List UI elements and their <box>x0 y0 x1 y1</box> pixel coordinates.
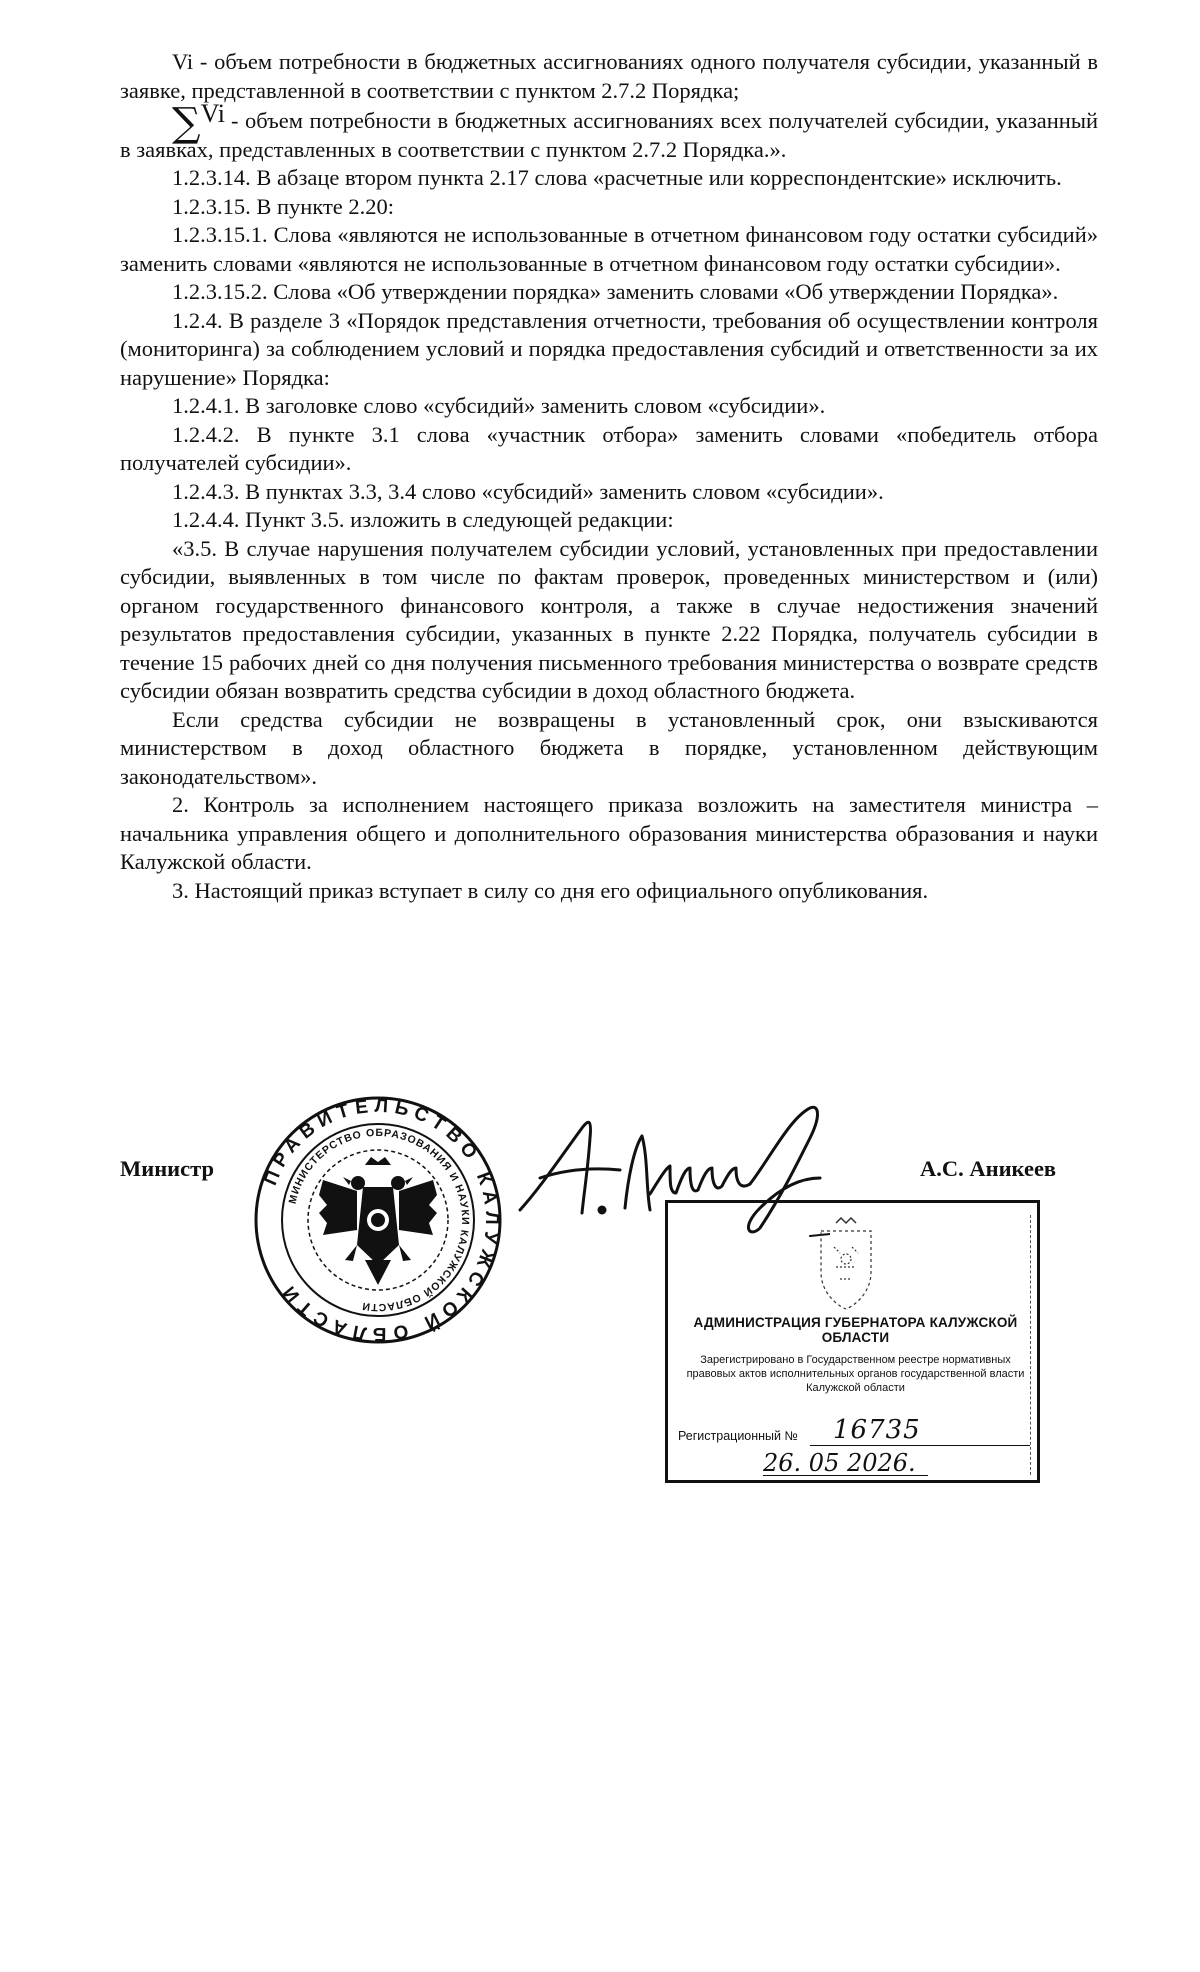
paragraph-1-2-4: 1.2.4. В разделе 3 «Порядок представления отчетности, требования об осуществлении контроля (мониторинга) за соблюдением условий и порядка предоставления субсидий и ответственности за их нарушение» Порядка: <box>120 307 1098 390</box>
seal-inner-text: МИНИСТЕРСТВО ОБРАЗОВАНИЯ И НАУКИ КАЛУЖСКОЙ ОБЛАСТИ <box>286 1126 472 1314</box>
paragraph-1-2-3-14: 1.2.3.14. В абзаце втором пункта 2.17 слова «расчетные или корреспондентские» исключить. <box>172 165 1062 190</box>
paragraph-1-2-3-15: 1.2.3.15. В пункте 2.20: <box>172 193 395 219</box>
official-seal <box>253 1095 503 1345</box>
sum-symbol: ∑ <box>172 100 201 146</box>
paragraph-1-2-4-3: 1.2.4.3. В пунктах 3.3, 3.4 слово «субсидий» заменить словом «субсидии». <box>172 478 884 504</box>
paragraph-1-2-3-15-2: 1.2.3.15.2. Слова «Об утверждении порядка» заменить словами «Об утверждении Порядка». <box>172 279 1059 304</box>
double-headed-eagle-icon <box>319 1157 437 1285</box>
registration-number: 16735 <box>833 1415 921 1445</box>
registration-date-underline <box>763 1475 928 1476</box>
stamp-edge-marks <box>1030 1215 1031 1475</box>
stamp-description: Зарегистрировано в Государственном реестре нормативных правовых актов исполнительных органов государственной власти Калужской области <box>686 1354 1025 1394</box>
stamp-title: АДМИНИСТРАЦИЯ ГУБЕРНАТОРА КАЛУЖСКОЙ ОБЛАСТИ <box>693 1315 1018 1345</box>
registration-date: 26. 05 2026. <box>763 1449 916 1477</box>
paragraph-3-5: «3.5. В случае нарушения получателем субсидии условий, установленных при предоставлении субсидии, выявленных в том числе по фактам проверок, проведенных министерством и (или) органом государственного финансового контроля, а также в случае недостижения значений результатов предоставления субсидии, указанных в пункте 2.22 Порядка, получатель субсидии в течение 15 рабочих дней со дня получения письменного требования министерства о возврате средств субсидии обязан возвратить средства субсидии в доход областного бюджета. <box>120 535 1098 703</box>
sum-variable: Vi <box>200 99 226 128</box>
document-body <box>120 48 1098 905</box>
paragraph-effective: 3. Настоящий приказ вступает в силу со дня его официального опубликования. <box>172 877 929 903</box>
paragraph-1-2-4-1: 1.2.4.1. В заголовке слово «субсидий» заменить словом «субсидии». <box>172 393 826 418</box>
paragraph-vi-definition: Vi - объем потребности в бюджетных ассигнованиях одного получателя субсидии, указанный в заявке, представленной в соответствии с пунктом 2.7.2 Порядка; <box>120 49 1098 103</box>
registration-number-underline <box>810 1445 1030 1446</box>
sum-description: - объем потребности в бюджетных ассигнованиях всех получателей субсидии, указанный в заявках, представленных в соответствии с пунктом 2.7.2 Порядка.». <box>120 108 1098 162</box>
registration-stamp <box>665 1200 1040 1483</box>
coat-of-arms-icon <box>806 1217 886 1312</box>
signatory-title: Министр <box>120 1156 214 1181</box>
signatory-name: А.С. Аникеев <box>920 1156 1057 1181</box>
paragraph-1-2-4-4: 1.2.4.4. Пункт 3.5. изложить в следующей редакции: <box>172 507 674 532</box>
paragraph-1-2-4-2: 1.2.4.2. В пункте 3.1 слова «участник отбора» заменить словами «победитель отбора получателей субсидии». <box>120 421 1098 475</box>
paragraph-sum-vi-definition <box>120 99 1098 164</box>
registration-number-label: Регистрационный № <box>678 1429 798 1443</box>
seal-outer-text: ПРАВИТЕЛЬСТВО КАЛУЖСКОЙ ОБЛАСТИ <box>260 1095 503 1345</box>
paragraph-1-2-3-15-1: 1.2.3.15.1. Слова «являются не использованные в отчетном финансовом году остатки субсидий» заменить словами «являются не использованные в отчетном финансовом году остатки субсидии». <box>120 222 1098 276</box>
paragraph-control: 2. Контроль за исполнением настоящего приказа возложить на заместителя министра – начальника управления общего и дополнительного образования министерства образования и науки Калужской области. <box>120 792 1098 874</box>
paragraph-recovery: Если средства субсидии не возвращены в установленный срок, они взыскиваются министерством в доход областного бюджета в порядке, установленном действующим законодательством». <box>120 706 1098 789</box>
